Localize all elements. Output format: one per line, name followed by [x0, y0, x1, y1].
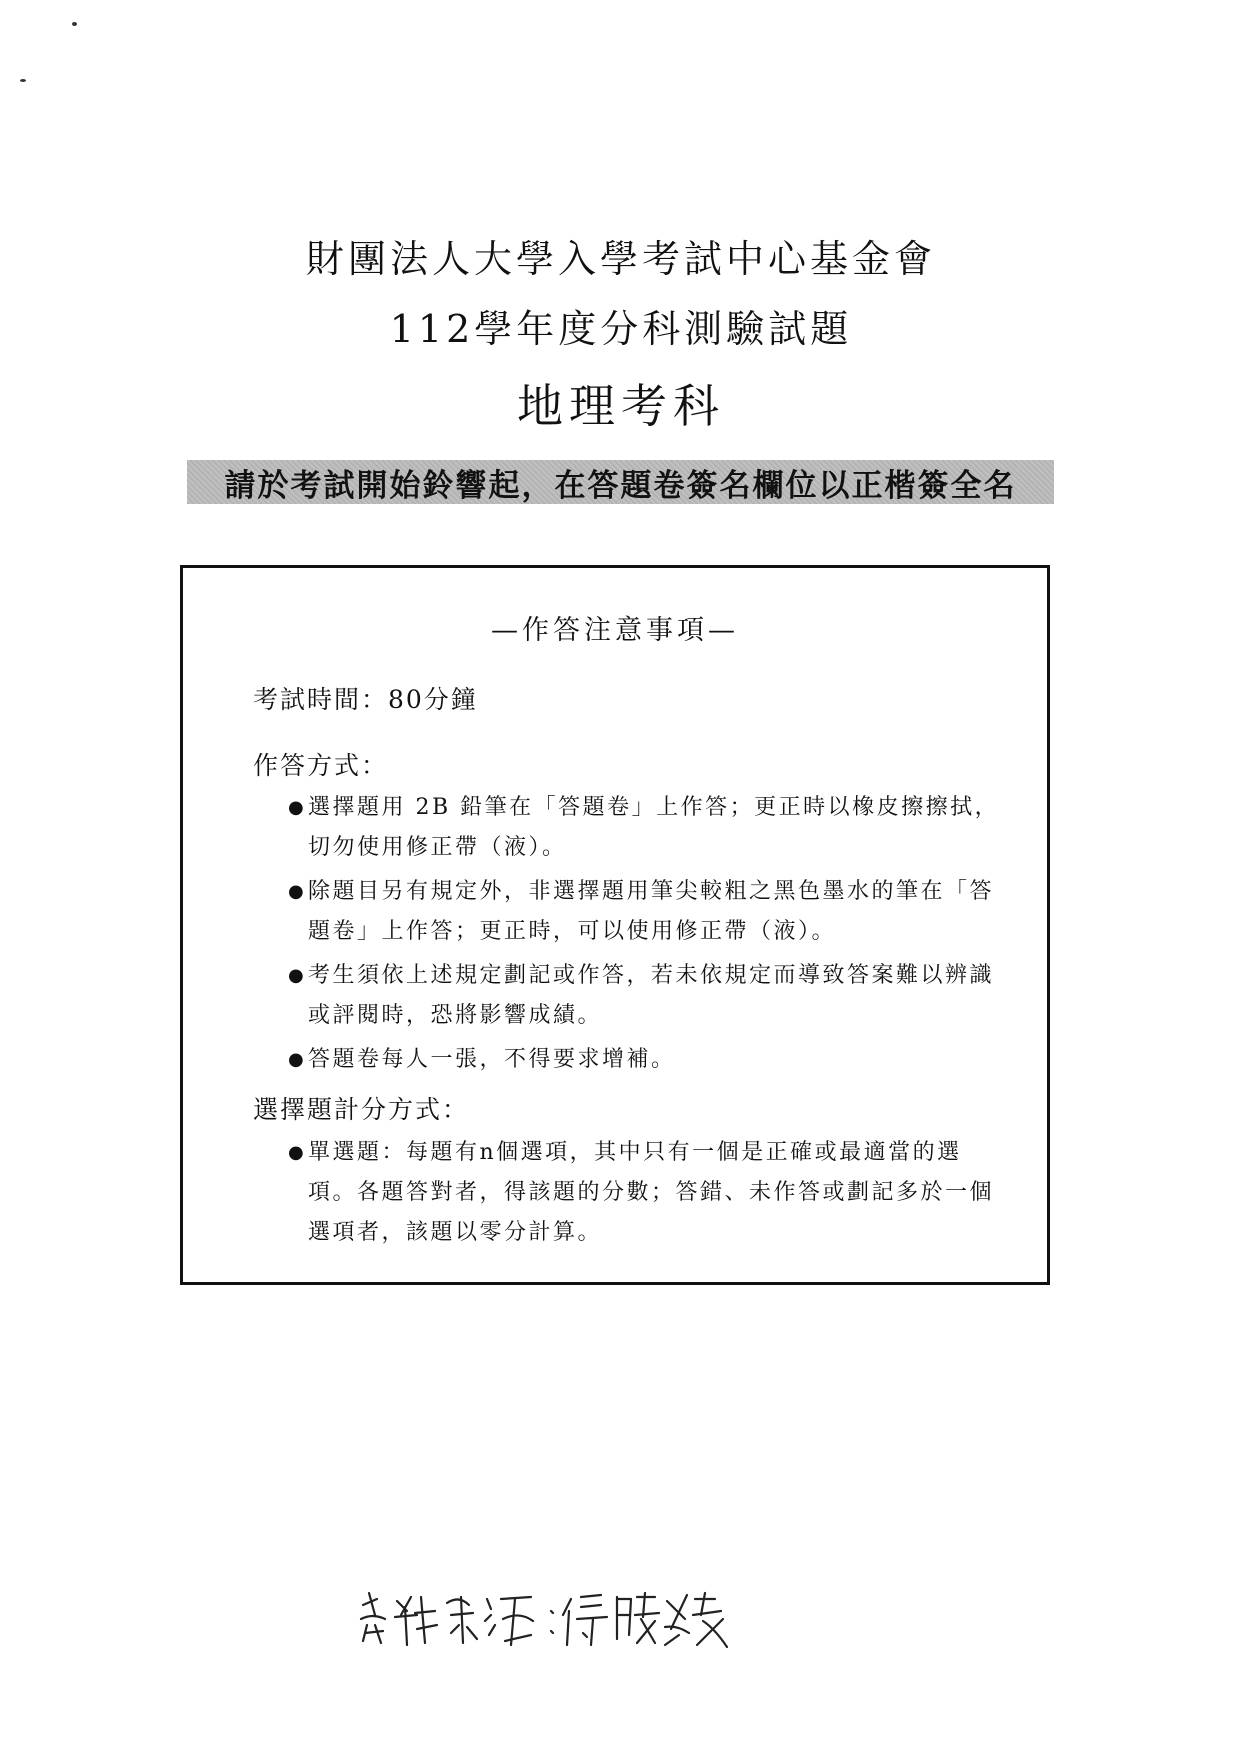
answer-method-label: 作答方式：	[253, 751, 389, 780]
list-item: ● 除題目另有規定外，非選擇題用筆尖較粗之黑色墨水的筆在「答題卷」上作答；更正時，可以使用修正帶（液）。	[288, 872, 1008, 952]
notice-box	[180, 565, 1050, 1285]
banner-text: 請於考試開始鈴響起，在答題卷簽名欄位以正楷簽全名	[224, 467, 1017, 504]
handwritten-source-signature	[355, 1585, 735, 1655]
notice-heading: —作答注意事項—	[491, 615, 739, 646]
organization-name: 財團法人大學入學考試中心基金會	[305, 237, 936, 281]
exam-title: 112學年度分科測驗試題	[389, 307, 853, 351]
bullet-icon: ●	[288, 1142, 307, 1163]
scoring-list	[288, 1133, 1008, 1257]
bullet-icon: ●	[288, 797, 307, 818]
exam-time: 考試時間：80分鐘	[253, 685, 478, 714]
subject-title: 地理考科	[517, 379, 725, 433]
list-item: ● 選擇題用 2B 鉛筆在「答題卷」上作答；更正時以橡皮擦擦拭，切勿使用修正帶（液）。	[288, 788, 1008, 868]
bullet-icon: ●	[288, 881, 307, 902]
answer-method-list	[288, 788, 1008, 1084]
bullet-icon: ●	[288, 965, 307, 986]
signature-instruction-banner	[187, 460, 1054, 504]
scoring-label: 選擇題計分方式：	[253, 1095, 470, 1124]
list-item: ● 單選題：每題有n個選項，其中只有一個是正確或最適當的選項。各題答對者，得該題的分數；答錯、未作答或劃記多於一個選項者，該題以零分計算。	[288, 1133, 1008, 1253]
bullet-icon: ●	[288, 1049, 307, 1070]
list-item: ● 考生須依上述規定劃記或作答，若未依規定而導致答案難以辨識或評閱時，恐將影響成績。	[288, 956, 1008, 1036]
list-item: ● 答題卷每人一張，不得要求增補。	[288, 1040, 1008, 1080]
